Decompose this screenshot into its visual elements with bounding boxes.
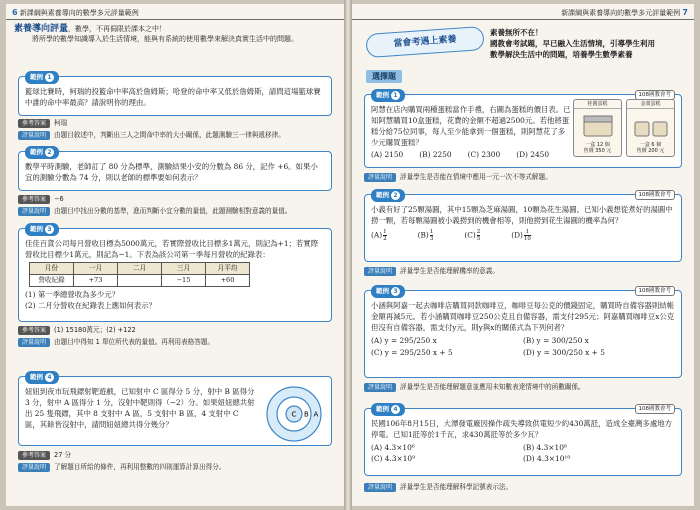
revenue-table: 月份 一月 二月 三月 月平均 營收紀錄 +73 −15 +60 [29, 262, 250, 287]
example-2-answer: 參考答案 −6 [18, 194, 332, 204]
mc-example-1-options: (A) 2150 (B) 2250 (C) 2300 (D) 2450 [371, 150, 550, 159]
example-3-box [18, 225, 332, 322]
mc-example-4-text: 民國106年8月15日，大潭發電廠因操作疏失導致供電短少約430萬瓩，造成全臺灣多處地方停電。已知1瓩等於1千瓦，求430萬瓩等於多少瓦？ [371, 419, 672, 439]
mc-example-1-tag: 範例 1 [371, 89, 405, 102]
cake-price-figure [573, 99, 675, 157]
mc-example-3-source: 108國教會考 [635, 286, 676, 296]
example-2-tag: 範例 2 [25, 146, 59, 159]
example-4-text: 妞妞到夜市玩飛鏢射靶遊戲，已知射中 C 區得分 5 分，射中 B 區得分 3 分，射中 A 區得分 1 分，沒射中靶則得（−2）分。如果妞妞總共射出 25 隻飛鏢，其中 8 支射中 A 區，5 支射中 B 區，4 支射中 C 區，其餘皆沒射中，請問妞妞總共得分幾分？ [25, 387, 255, 429]
intro-text-1: ，數學，不再侷限於課本之中！ [68, 25, 167, 33]
target-label-b: B [304, 410, 309, 419]
example-3-explain: 評量說明 由題目中得知 1 單位所代表的量值。再利用表格答題。 [18, 337, 332, 347]
example-3-tag: 範例 3 [25, 223, 59, 236]
mc-example-1-box [364, 91, 682, 168]
mc-example-3-tag: 範例 3 [371, 285, 405, 298]
exam-banner [366, 24, 680, 64]
mc-example-2-options: (A) $\frac{1}{2}$ (B) $\frac{1}{3}$ (C) $\frac{2}{5}$ (D) $\frac{1}{10}$ [371, 229, 531, 242]
example-4-answer: 參考答案 27 分 [18, 450, 332, 460]
book-gutter [344, 0, 352, 510]
example-4-explain: 評量說明 了解題目所給的條件，再利用整數的四則運算計算出得分。 [18, 462, 332, 472]
example-1-tag: 範例 1 [25, 71, 59, 84]
mc-example-4-box [364, 405, 682, 476]
cake-a-icon [578, 112, 618, 138]
mc-example-3-explain: 評量說明 評量學生是否能理解題意並應用未知數表達情境中的函數關係。 [364, 382, 682, 392]
mc-example-2-explain: 評量說明 評量學生是否能理解機率的意義。 [364, 266, 682, 276]
left-header-title: 新課綱與素養導向的數學多元評量範例 [19, 9, 139, 17]
example-3-text: 佳佳百貨公司每月營收目標為5000萬元，若實際營收比目標多1萬元，則記為+1；若實際營收比目標少1萬元，則記為−1。下表為該公司第一季每月營收的紀錄表： [25, 239, 319, 259]
example-2-text: 數學平時測驗，老師訂了 80 分為標準，測驗結果小安的分數為 86 分，記作 +6。如果小宜的測驗分數為 74 分，則以老師的標準要如何表示？ [25, 162, 318, 182]
banner-title: 當會考遇上素養 [365, 26, 484, 58]
mc-example-2-tag: 範例 2 [371, 189, 405, 202]
right-header [352, 6, 694, 20]
banner-text: 素養無所不在！ 國教會考試題，早已融入生活情境，引導學生利用 數學解決生活中的問題，培養學生數學素養 [490, 28, 655, 59]
cake-a-card: 桂圓蛋糕 一盒 12 個 售價 350 元 [573, 99, 622, 157]
mc-example-2-source: 108國教會考 [635, 190, 676, 200]
mc-example-1-explain: 評量說明 評量學生是否能在情境中應用一元一次不等式解題。 [364, 172, 682, 182]
target-label-a: A [313, 410, 319, 419]
example-1-explain: 評量說明 由題目敘述中，判斷出三人之間命中率的大小關係，此題測驗三一律與遞移律。 [18, 130, 332, 140]
mc-example-4-tag: 範例 4 [371, 403, 405, 416]
intro-title: 素養導向評量 [14, 24, 69, 34]
left-page-number: 6 [12, 8, 18, 17]
example-4-tag: 範例 4 [25, 371, 59, 384]
dartboard-figure [265, 385, 323, 443]
mc-example-1-source: 108國教會考 [635, 90, 676, 100]
intro-text-2: 將所學的數學知識導入於生活情境，能與有系統的使用數學來解決真實生活中的問題。 [32, 35, 298, 43]
mc-example-4-explain: 評量說明 評量學生是否能理解科學記號表示法。 [364, 482, 682, 492]
mc-example-2-box [364, 191, 682, 262]
right-header-title: 新課綱與素養導向的數學多元評量範例 [561, 9, 681, 17]
right-page [352, 4, 694, 506]
mc-example-3-box [364, 287, 682, 378]
example-1-answer: 參考答案 柯瑞 [18, 118, 332, 128]
mc-example-1-text: 阿慧在店內購買兩種蛋糕當作手禮，右圖為蛋糕的價目表。已知阿慧購買10盒蛋糕，花費的金額不超過2500元。若他將蛋糕分給75位同事，每人至少能拿到一個蛋糕，則阿慧花了多少元購買蛋糕？ [371, 105, 571, 147]
example-4-box [18, 373, 332, 446]
left-header [6, 6, 344, 20]
right-page-number: 7 [682, 8, 688, 17]
left-page [6, 4, 344, 506]
target-label-c: C [291, 410, 297, 419]
cake-b-card: 金棗蛋糕 一盒 6 個 售價 200 元 [626, 99, 675, 157]
example-2-box [18, 148, 332, 191]
cake-b-icon [631, 112, 671, 138]
mc-example-4-source: 108國教會考 [635, 404, 676, 414]
example-3-q1: (1) 第一季總營收為多少元？ [25, 290, 120, 299]
example-2-explain: 評量說明 由題目中找出分數的基準，進而判斷小宜分數的量值，此題測驗相對意義的量值。 [18, 206, 332, 216]
mc-example-3-text: 小涵與阿嘉一起去咖啡店購買同款咖啡豆，咖啡豆每公克的價錢固定，購買時自備容器則結帳金額再減5元。若小涵購買咖啡豆250公克且自備容器，需支付295元；阿嘉購買咖啡豆x公克但沒有自備容器，需支付y元，則y與x的關係式為下列何者？ [371, 301, 675, 332]
mc-example-2-text: 小義有好了25顆湯圓，其中15顆為芝麻湯圓，10顆為花生湯圓。已知小義想從煮好的湯圓中撈一顆，若每顆湯圓被小義撈到的機會相等，則他撈到花生湯圓的機率為何？ [371, 205, 673, 225]
example-3-answer: 參考答案 (1) 15180萬元；(2) +122 [18, 325, 332, 335]
intro [14, 24, 336, 44]
example-3-q2: (2) 二月分營收在紀錄表上應如何表示？ [25, 301, 157, 310]
mc-example-3-options: (A) y = 295/250 x (B) y = 300/250 x (C) y = 295/250 x + 5 (D) y = 300/250 x + 5 [371, 336, 605, 357]
example-1-text: 籃球比賽時，柯瑞的投籃命中率高於詹姆斯；哈登的命中率又低於詹姆斯，請問這場籃球賽中誰的命中率最高？請說明你的理由。 [25, 87, 321, 107]
mc-example-4-options: (A) 4.3×10⁶ (B) 4.3×10⁸ (C) 4.3×10⁹ (D) 4.3×10¹⁰ [371, 443, 571, 463]
example-1-box [18, 73, 332, 116]
section-title: 選擇題 [366, 70, 402, 83]
